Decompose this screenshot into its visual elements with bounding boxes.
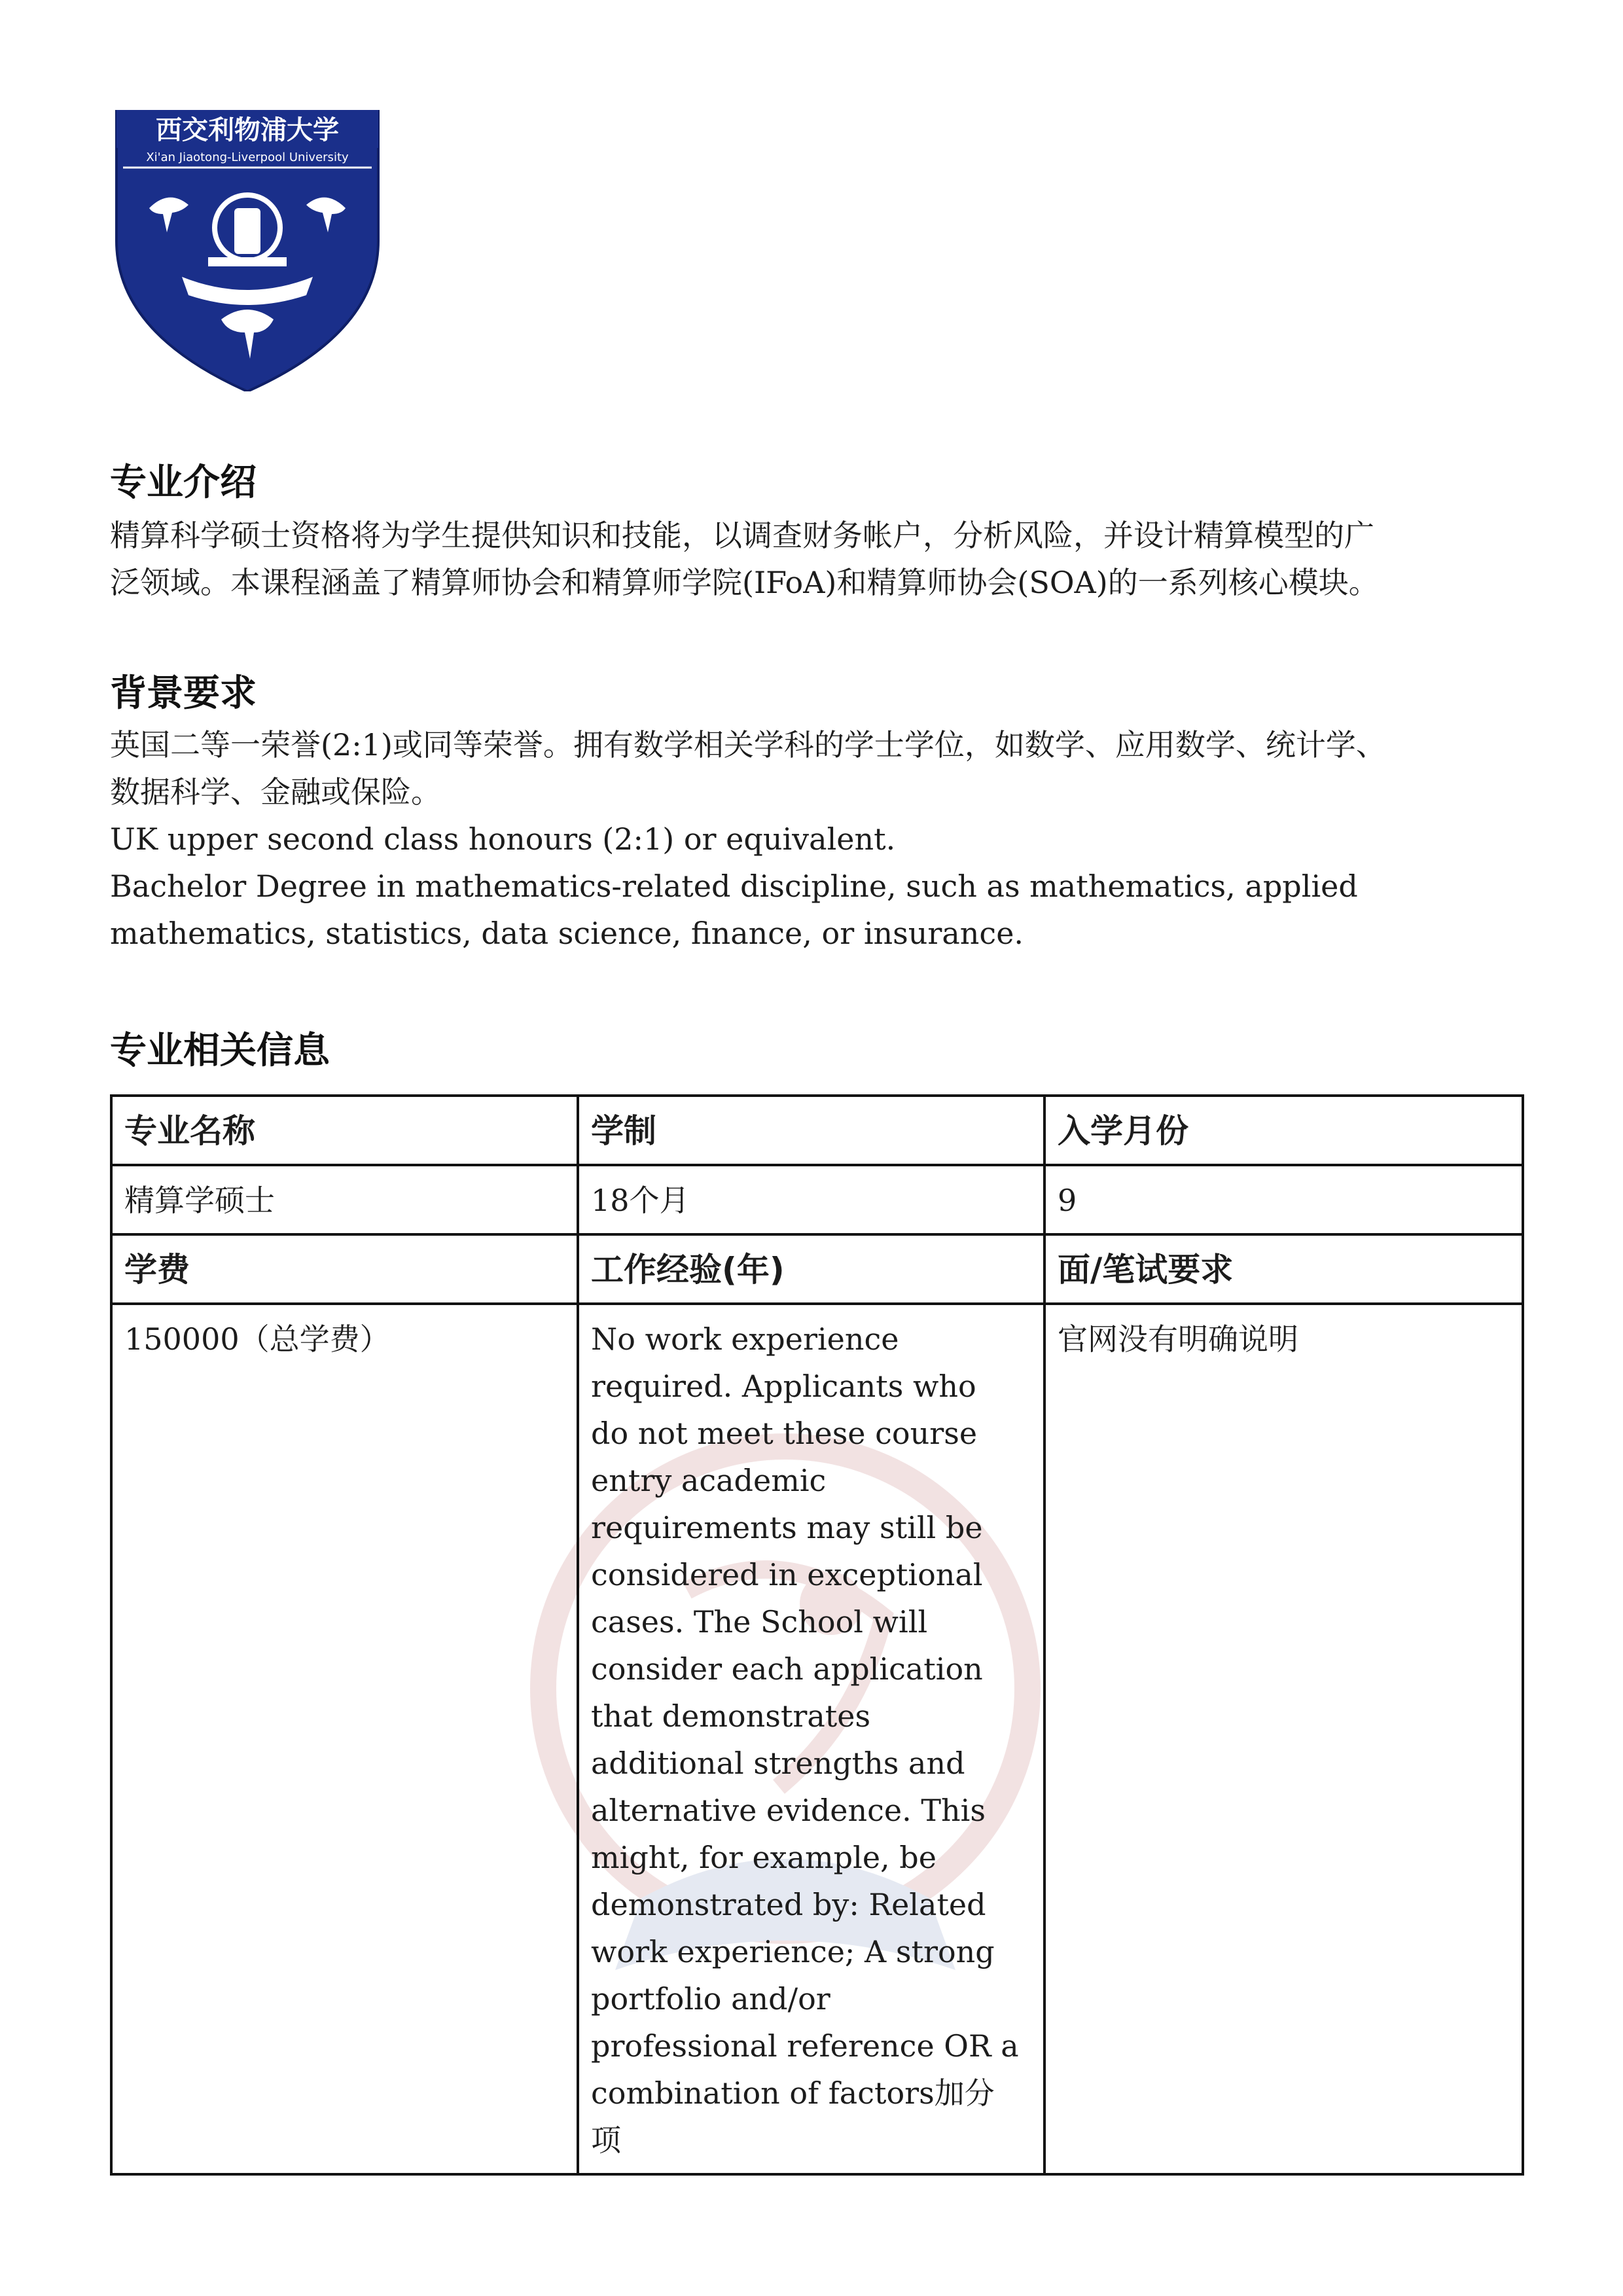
work-experience-line: work experience; A strong bbox=[591, 1934, 995, 1969]
work-experience-line: portfolio and/or bbox=[591, 1981, 830, 2017]
work-experience-line: might, for example, be bbox=[591, 1840, 936, 1875]
work-experience-line: do not meet these course bbox=[591, 1416, 978, 1451]
intro-line: 精算科学硕士资格将为学生提供知识和技能，以调查财务帐户，分析风险，并设计精算模型的广 bbox=[110, 518, 1374, 553]
work-experience-line: required. Applicants who bbox=[591, 1369, 976, 1404]
section-heading-background: 背景要求 bbox=[110, 672, 257, 715]
cell-interview: 官网没有明确说明 bbox=[1044, 1304, 1523, 2174]
intro-paragraph bbox=[110, 512, 1524, 606]
background-line: mathematics, statistics, data science, finance, or insurance. bbox=[110, 916, 1024, 951]
section-heading-info: 专业相关信息 bbox=[110, 1030, 330, 1072]
work-experience-line: that demonstrates bbox=[591, 1698, 871, 1734]
work-experience-line: consider each application bbox=[591, 1651, 983, 1687]
header-work-experience: 工作经验(年) bbox=[578, 1234, 1044, 1304]
header-interview: 面/笔试要求 bbox=[1044, 1234, 1523, 1304]
header-tuition: 学费 bbox=[111, 1234, 578, 1304]
work-experience-line: entry academic bbox=[591, 1463, 827, 1498]
university-logo bbox=[110, 110, 385, 391]
background-line: 英国二等一荣誉(2:1)或同等荣誉。拥有数学相关学科的学士学位，如数学、应用数学、统计学、 bbox=[110, 727, 1386, 762]
cell-program-name: 精算学硕士 bbox=[111, 1165, 578, 1234]
work-experience-line: cases. The School will bbox=[591, 1604, 928, 1640]
work-experience-line: alternative evidence. This bbox=[591, 1793, 986, 1828]
background-line: UK upper second class honours (2:1) or equivalent. bbox=[110, 821, 896, 857]
cell-intake-month: 9 bbox=[1044, 1165, 1523, 1234]
work-experience-line: combination of factors加分 bbox=[591, 2075, 995, 2111]
table-header-row bbox=[111, 1096, 1523, 1165]
background-paragraph bbox=[110, 721, 1524, 957]
header-duration: 学制 bbox=[578, 1096, 1044, 1165]
cell-work-experience bbox=[578, 1304, 1044, 2174]
background-line: Bachelor Degree in mathematics-related discipline, such as mathematics, applied bbox=[110, 869, 1358, 904]
work-experience-line: additional strengths and bbox=[591, 1746, 965, 1781]
background-line: 数据科学、金融或保险。 bbox=[110, 774, 441, 810]
table-header-row bbox=[111, 1234, 1523, 1304]
work-experience-line: demonstrated by: Related bbox=[591, 1887, 986, 1922]
svg-text:西交利物浦大学: 西交利物浦大学 bbox=[156, 115, 339, 145]
header-intake-month: 入学月份 bbox=[1044, 1096, 1523, 1165]
work-experience-line: professional reference OR a bbox=[591, 2028, 1019, 2064]
section-heading-intro: 专业介绍 bbox=[110, 461, 257, 504]
cell-duration: 18个月 bbox=[578, 1165, 1044, 1234]
program-info-table bbox=[110, 1094, 1524, 2176]
cell-tuition: 150000（总学费） bbox=[111, 1304, 578, 2174]
work-experience-line: No work experience bbox=[591, 1321, 899, 1357]
table-row bbox=[111, 1165, 1523, 1234]
table-row bbox=[111, 1304, 1523, 2174]
header-program-name: 专业名称 bbox=[111, 1096, 578, 1165]
intro-line: 泛领域。本课程涵盖了精算师协会和精算师学院(IFoA)和精算师协会(SOA)的一系列核心模块。 bbox=[110, 565, 1379, 600]
work-experience-line: 项 bbox=[591, 2123, 621, 2158]
work-experience-line: considered in exceptional bbox=[591, 1557, 983, 1592]
svg-text:Xi'an Jiaotong-Liverpool Unive: Xi'an Jiaotong-Liverpool University bbox=[146, 151, 349, 164]
work-experience-line: requirements may still be bbox=[591, 1510, 983, 1545]
